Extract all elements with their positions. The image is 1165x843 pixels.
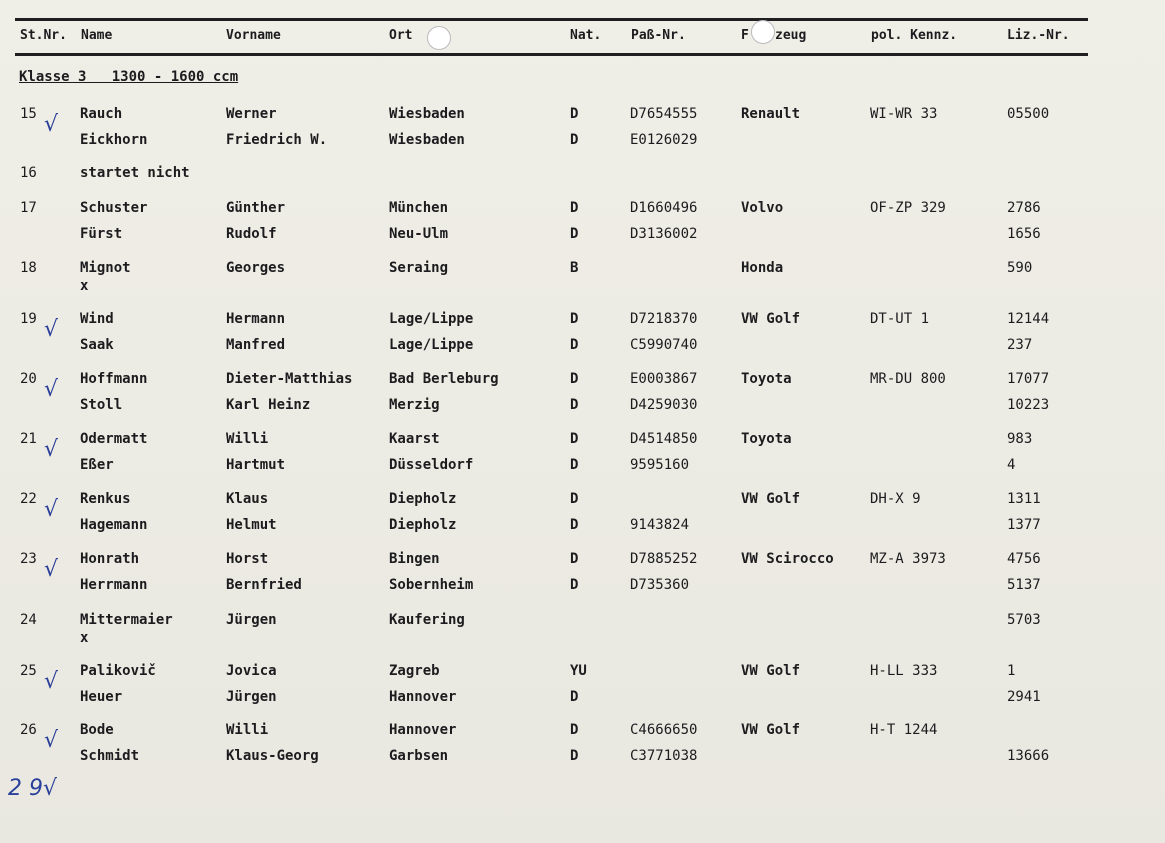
cell-liz: 237 [1007, 337, 1033, 353]
cell-kennz: OF-ZP 329 [870, 200, 946, 216]
punch-hole-right [751, 20, 775, 44]
cell-name: Bode [80, 722, 114, 738]
cell-vorname: Georges [226, 260, 286, 276]
cell-name: Hoffmann [80, 371, 148, 387]
cell-liz: 983 [1007, 431, 1033, 447]
cell-pass: 9143824 [630, 517, 690, 533]
cell-ort: Kaarst [389, 431, 440, 447]
check-mark-icon: √ [44, 112, 59, 137]
cell-liz: 4756 [1007, 551, 1041, 567]
cell-vorname: Jürgen [226, 689, 277, 705]
cell-name: Schmidt [80, 748, 140, 764]
cell-pass: D1660496 [630, 200, 698, 216]
cell-name: Palikovič [80, 663, 156, 679]
cell-ort: München [389, 200, 449, 216]
header-name: Name [81, 28, 113, 43]
cell-nat: D [570, 457, 579, 473]
header-vorname: Vorname [226, 28, 281, 43]
cell-nat: D [570, 371, 579, 387]
cell-pass: D7654555 [630, 106, 698, 122]
cell-nat: D [570, 132, 579, 148]
cell-ort: Kaufering [389, 612, 465, 628]
cell-pass: C4666650 [630, 722, 698, 738]
cell-fahrzeug: VW Scirocco [741, 551, 834, 567]
cell-vorname: Bernfried [226, 577, 302, 593]
header-rule [15, 53, 1088, 56]
cell-nat: D [570, 431, 579, 447]
cell-nat: D [570, 311, 579, 327]
cell-kennz: WI-WR 33 [870, 106, 938, 122]
cell-name: Herrmann [80, 577, 148, 593]
cell-fahrzeug: Renault [741, 106, 801, 122]
header-stnr: St.Nr. [20, 28, 67, 43]
handwritten-total: 2 9√ [8, 776, 58, 801]
cell-ort: Wiesbaden [389, 106, 465, 122]
top-rule [15, 18, 1088, 21]
cell-vorname: Horst [226, 551, 269, 567]
cell-nat: D [570, 106, 579, 122]
cell-vorname: Manfred [226, 337, 286, 353]
cell-name: Eßer [80, 457, 114, 473]
cell-ort: Merzig [389, 397, 440, 413]
header-pass: Paß-Nr. [631, 28, 686, 43]
section-title: Klasse 3 1300 - 1600 ccm [19, 69, 239, 85]
cell-nat: D [570, 551, 579, 567]
cell-pass: E0003867 [630, 371, 698, 387]
cell-vorname: Rudolf [226, 226, 277, 242]
punch-hole-left [427, 26, 451, 50]
cell-nat: D [570, 689, 579, 705]
cell-liz: 5703 [1007, 612, 1041, 628]
cell-name: Heuer [80, 689, 123, 705]
cell-ort: Hannover [389, 722, 457, 738]
cell-pass: D735360 [630, 577, 690, 593]
cell-vorname: Hartmut [226, 457, 286, 473]
cell-pass: D7218370 [630, 311, 698, 327]
check-mark-icon: √ [44, 669, 59, 694]
cell-liz: 05500 [1007, 106, 1050, 122]
cell-ort: Hannover [389, 689, 457, 705]
cell-nat: D [570, 722, 579, 738]
cell-ort: Düsseldorf [389, 457, 474, 473]
cell-vorname: Günther [226, 200, 286, 216]
cell-fahrzeug: VW Golf [741, 311, 801, 327]
cell-liz: 1377 [1007, 517, 1041, 533]
cell-liz: 10223 [1007, 397, 1050, 413]
check-mark-icon: √ [44, 728, 59, 753]
check-mark-icon: √ [44, 497, 59, 522]
cell-liz: 2786 [1007, 200, 1041, 216]
cell-nat: D [570, 337, 579, 353]
cell-ort: Seraing [389, 260, 449, 276]
cell-liz: 5137 [1007, 577, 1041, 593]
cell-ort: Bad Berleburg [389, 371, 499, 387]
cell-kennz: MR-DU 800 [870, 371, 946, 387]
cell-nat: D [570, 748, 579, 764]
cell-liz: 2941 [1007, 689, 1041, 705]
cell-liz: 12144 [1007, 311, 1050, 327]
check-mark-icon: √ [44, 377, 59, 402]
start-number: 24 [20, 612, 37, 628]
cell-liz: 1 [1007, 663, 1016, 679]
cell-ort: Bingen [389, 551, 440, 567]
cell-name: Honrath [80, 551, 140, 567]
cell-ort: Garbsen [389, 748, 449, 764]
cell-kennz: DH-X 9 [870, 491, 921, 507]
cell-vorname: Willi [226, 431, 269, 447]
cell-name: Stoll [80, 397, 123, 413]
cell-fahrzeug: Volvo [741, 200, 784, 216]
cell-name: x [80, 630, 89, 646]
cell-vorname: Dieter-Matthias [226, 371, 353, 387]
cell-nat: D [570, 200, 579, 216]
cell-name: Renkus [80, 491, 131, 507]
start-number: 16 [20, 165, 37, 181]
check-mark-icon: √ [44, 437, 59, 462]
cell-nat: D [570, 397, 579, 413]
start-number: 23 [20, 551, 37, 567]
cell-ort: Neu-Ulm [389, 226, 449, 242]
cell-kennz: H-LL 333 [870, 663, 938, 679]
cell-vorname: Willi [226, 722, 269, 738]
cell-vorname: Friedrich W. [226, 132, 328, 148]
check-mark-icon: √ [44, 557, 59, 582]
cell-name: x [80, 278, 89, 294]
cell-ort: Diepholz [389, 491, 457, 507]
cell-name: Odermatt [80, 431, 148, 447]
start-number: 21 [20, 431, 37, 447]
cell-fahrzeug: Toyota [741, 371, 792, 387]
cell-kennz: DT-UT 1 [870, 311, 930, 327]
cell-ort: Zagreb [389, 663, 440, 679]
cell-nat: D [570, 226, 579, 242]
cell-vorname: Helmut [226, 517, 277, 533]
cell-pass: D4259030 [630, 397, 698, 413]
cell-name: Rauch [80, 106, 123, 122]
cell-pass: D3136002 [630, 226, 698, 242]
cell-name: Eickhorn [80, 132, 148, 148]
cell-fahrzeug: VW Golf [741, 722, 801, 738]
cell-vorname: Karl Heinz [226, 397, 311, 413]
cell-nat: D [570, 517, 579, 533]
cell-nat: D [570, 577, 579, 593]
cell-nat: YU [570, 663, 587, 679]
cell-name: Schuster [80, 200, 148, 216]
cell-vorname: Jovica [226, 663, 277, 679]
cell-vorname: Jürgen [226, 612, 277, 628]
start-number: 17 [20, 200, 37, 216]
start-number: 26 [20, 722, 37, 738]
cell-nat: D [570, 491, 579, 507]
start-number: 18 [20, 260, 37, 276]
cell-pass: D7885252 [630, 551, 698, 567]
header-nat: Nat. [570, 28, 602, 43]
cell-kennz: H-T 1244 [870, 722, 938, 738]
cell-liz: 1656 [1007, 226, 1041, 242]
cell-ort: Wiesbaden [389, 132, 465, 148]
cell-kennz: MZ-A 3973 [870, 551, 946, 567]
cell-name: Mittermaier [80, 612, 173, 628]
cell-pass: D4514850 [630, 431, 698, 447]
cell-liz: 13666 [1007, 748, 1050, 764]
header-kennz: pol. Kennz. [871, 28, 958, 43]
cell-name: Hagemann [80, 517, 148, 533]
cell-liz: 17077 [1007, 371, 1050, 387]
cell-ort: Lage/Lippe [389, 311, 474, 327]
header-ort: Ort [389, 28, 413, 43]
cell-name: Mignot [80, 260, 131, 276]
start-number: 22 [20, 491, 37, 507]
header-liz: Liz.-Nr. [1007, 28, 1070, 43]
cell-vorname: Klaus-Georg [226, 748, 319, 764]
cell-name: Fürst [80, 226, 123, 242]
start-number: 15 [20, 106, 37, 122]
cell-pass: 9595160 [630, 457, 690, 473]
cell-fahrzeug: Honda [741, 260, 784, 276]
header-fahrzeug-right: zeug [775, 28, 807, 43]
start-number: 25 [20, 663, 37, 679]
cell-ort: Lage/Lippe [389, 337, 474, 353]
cell-vorname: Hermann [226, 311, 286, 327]
cell-ort: Sobernheim [389, 577, 474, 593]
cell-nat: B [570, 260, 579, 276]
cell-name: Wind [80, 311, 114, 327]
cell-vorname: Werner [226, 106, 277, 122]
cell-fahrzeug: VW Golf [741, 663, 801, 679]
cell-fahrzeug: VW Golf [741, 491, 801, 507]
check-mark-icon: √ [44, 317, 59, 342]
start-number: 20 [20, 371, 37, 387]
cell-name: Saak [80, 337, 114, 353]
start-number: 19 [20, 311, 37, 327]
cell-fahrzeug: Toyota [741, 431, 792, 447]
header-fahrzeug-left: F [741, 28, 749, 43]
cell-vorname: Klaus [226, 491, 269, 507]
cell-pass: C3771038 [630, 748, 698, 764]
cell-liz: 590 [1007, 260, 1033, 276]
cell-liz: 4 [1007, 457, 1016, 473]
cell-pass: E0126029 [630, 132, 698, 148]
cell-ort: Diepholz [389, 517, 457, 533]
cell-name: startet nicht [80, 165, 190, 181]
cell-liz: 1311 [1007, 491, 1041, 507]
cell-pass: C5990740 [630, 337, 698, 353]
